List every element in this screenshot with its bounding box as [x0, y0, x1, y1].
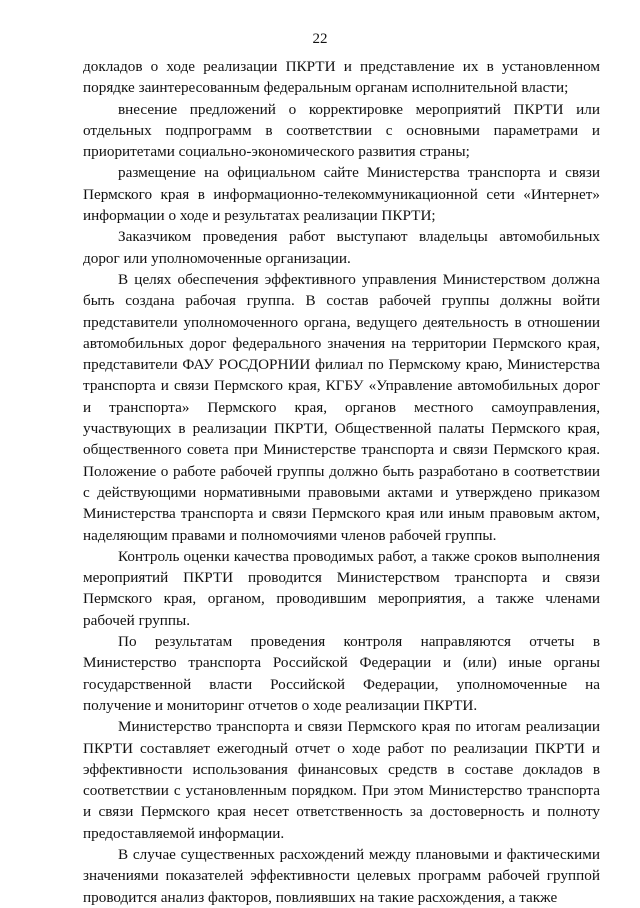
paragraph-5: В целях обеспечения эффективного управления Министерством должна быть создана рабочая группа. В состав рабочей группы должны войти представители уполномоченного органа, ведущего деятельность в отношении автомобильных дорог федерального значения на территории Пермского края, представители ФАУ РОСДОРНИИ филиал по Пермскому краю, Министерства транспорта и связи Пермского края, КГБУ «Управление автомобильных дорог и транспорта» Пермского края, органов местного самоуправления, участвующих в реализации ПКРТИ, Общественной палаты Пермского края, общественного совета при Министерстве транспорта и связи Пермского края. Положение о работе рабочей группы должно быть разработано в соответствии с действующими нормативными правовыми актами и утверждено приказом Министерства транспорта и связи Пермского края или иным правовым актом, наделяющим правами и полномочиями членов рабочей группы. [83, 270, 600, 544]
paragraph-9: В случае существенных расхождений между плановыми и фактическими значениями показателей эффективности целевых программ рабочей группой проводится анализ факторов, повлиявших на такие расхождения, а также [83, 845, 600, 906]
paragraph-6: Контроль оценки качества проводимых работ, а также сроков выполнения мероприятий ПКРТИ проводится Министерством транспорта и связи Пермского края, органом, проводившим мероприятия, а также членами рабочей группы. [83, 547, 600, 629]
paragraph-1: докладов о ходе реализации ПКРТИ и представление их в установленном порядке заинтересованным федеральным органам исполнительной власти; [83, 58, 600, 97]
page-number: 22 [312, 31, 328, 47]
paragraph-2: внесение предложений о корректировке мероприятий ПКРТИ или отдельных подпрограмм в соответствии с основными параметрами и приоритетами социально-экономического развития страны; [83, 100, 600, 161]
paragraph-7: По результатам проведения контроля направляются отчеты в Министерство транспорта Российской Федерации и (или) иные органы государственной власти Российской Федерации, уполномоченные на получение и мониторинг отчетов о ходе реализации ПКРТИ. [83, 633, 600, 714]
paragraph-8: Министерство транспорта и связи Пермского края по итогам реализации ПКРТИ составляет ежегодный отчет о ходе работ по реализации ПКРТИ и эффективности использования финансовых средств в составе докладов в соответствии с установленным порядком. При этом Министерство транспорта и связи Пермского края несет ответственность за достоверность и полноту предоставляемой информации. [83, 718, 600, 842]
document-body [83, 56, 600, 908]
paragraph-3: размещение на официальном сайте Министерства транспорта и связи Пермского края в информационно-телекоммуникационной сети «Интернет» информации о ходе и результатах реализации ПКРТИ; [83, 164, 600, 225]
paragraph-4: Заказчиком проведения работ выступают владельцы автомобильных дорог или уполномоченные организации. [83, 228, 600, 267]
